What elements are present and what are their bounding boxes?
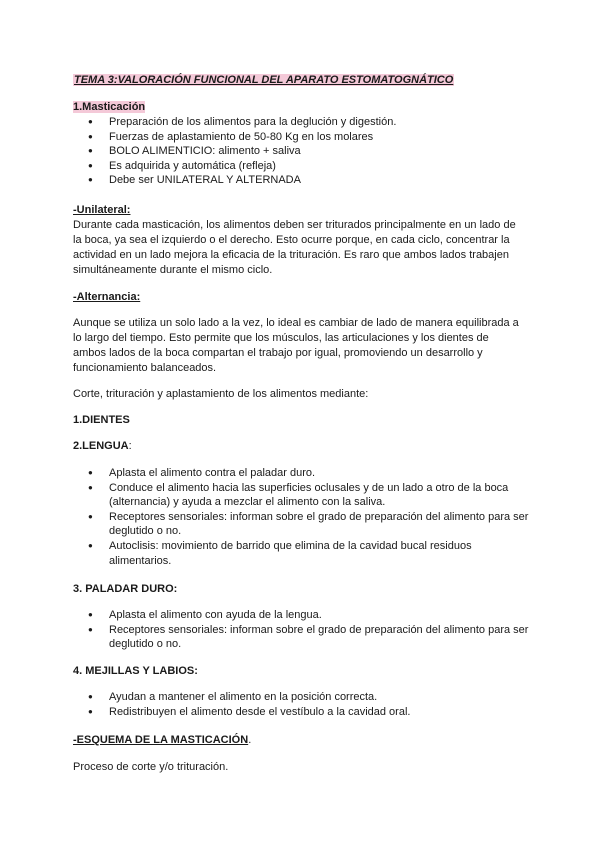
paladar-list — [73, 608, 533, 652]
alternancia-line-1: Aunque se utiliza un solo lado a la vez, lo ideal es cambiar de lado de manera equilibrada a — [73, 317, 519, 329]
section-masticacion-heading: 1.Masticación — [73, 101, 146, 113]
alternancia-heading: -Alternancia: — [73, 291, 141, 303]
lengua-list — [73, 466, 533, 568]
paladar-heading: 3. PALADAR DURO: — [73, 583, 178, 595]
lengua-heading: 2.LENGUA: — [73, 440, 132, 452]
list-item: ● Redistribuyen el alimento desde el vestíbulo a la cavidad oral. — [73, 705, 533, 720]
mejillas-heading: 4. MEJILLAS Y LABIOS: — [73, 665, 198, 677]
list-item: ● Es adquirida y automática (refleja) — [73, 159, 533, 174]
document-title: TEMA 3:VALORACIÓN FUNCIONAL DEL APARATO ESTOMATOGNÁTICO — [74, 74, 454, 86]
unilateral-heading: -Unilateral: — [73, 204, 131, 216]
list-item: ● Receptores sensoriales: informan sobre el grado de preparación del alimento para ser deglutido o no. — [73, 510, 533, 539]
list-item: ● Aplasta el alimento con ayuda de la lengua. — [73, 608, 533, 623]
list-item: ● BOLO ALIMENTICIO: alimento + saliva — [73, 144, 533, 159]
dientes-heading: 1.DIENTES — [73, 414, 130, 426]
list-item: ● Autoclisis: movimiento de barrido que elimina de la cavidad bucal residuos alimentarios. — [73, 539, 533, 568]
alternancia-line-4: funcionamiento balanceados. — [73, 362, 217, 374]
unilateral-line-1: Durante cada masticación, los alimentos deben ser triturados principalmente en un lado de — [73, 219, 516, 231]
alternancia-line-2: lo largo del tiempo. Esto permite que los músculos, las articulaciones y los dientes de — [73, 332, 489, 344]
list-item: ● Debe ser UNILATERAL Y ALTERNADA — [73, 173, 533, 188]
alternancia-line-3: ambos lados de la boca compartan el trabajo por igual, promoviendo un desarrollo y — [73, 347, 483, 359]
list-item: ● Fuerzas de aplastamiento de 50-80 Kg en los molares — [73, 130, 533, 145]
mejillas-list — [73, 690, 533, 719]
unilateral-line-3: actividad en un lado mejora la eficacia de la trituración. Es raro que ambos lados trabajen — [73, 249, 509, 261]
corte-text: Corte, trituración y aplastamiento de los alimentos mediante: — [73, 388, 369, 400]
list-item: ● Receptores sensoriales: informan sobre el grado de preparación del alimento para ser deglutido o no. — [73, 623, 533, 652]
list-item: ● Preparación de los alimentos para la deglución y digestión. — [73, 115, 533, 130]
unilateral-line-4: simultáneamente durante el mismo ciclo. — [73, 264, 273, 276]
esquema-text: Proceso de corte y/o trituración. — [73, 761, 229, 773]
esquema-heading: -ESQUEMA DE LA MASTICACIÓN. — [73, 734, 252, 746]
unilateral-line-2: la boca, ya sea el izquierdo o el derecho. Esto ocurre porque, en cada ciclo, concentrar la — [73, 234, 510, 246]
list-item: ● Conduce el alimento hacia las superficies oclusales y de un lado a otro de la boca (alternancia) y ayuda a mezclar el alimento con la saliva. — [73, 481, 533, 510]
masticacion-list — [73, 115, 533, 188]
list-item: ● Ayudan a mantener el alimento en la posición correcta. — [73, 690, 533, 705]
list-item: ● Aplasta el alimento contra el paladar duro. — [73, 466, 533, 481]
